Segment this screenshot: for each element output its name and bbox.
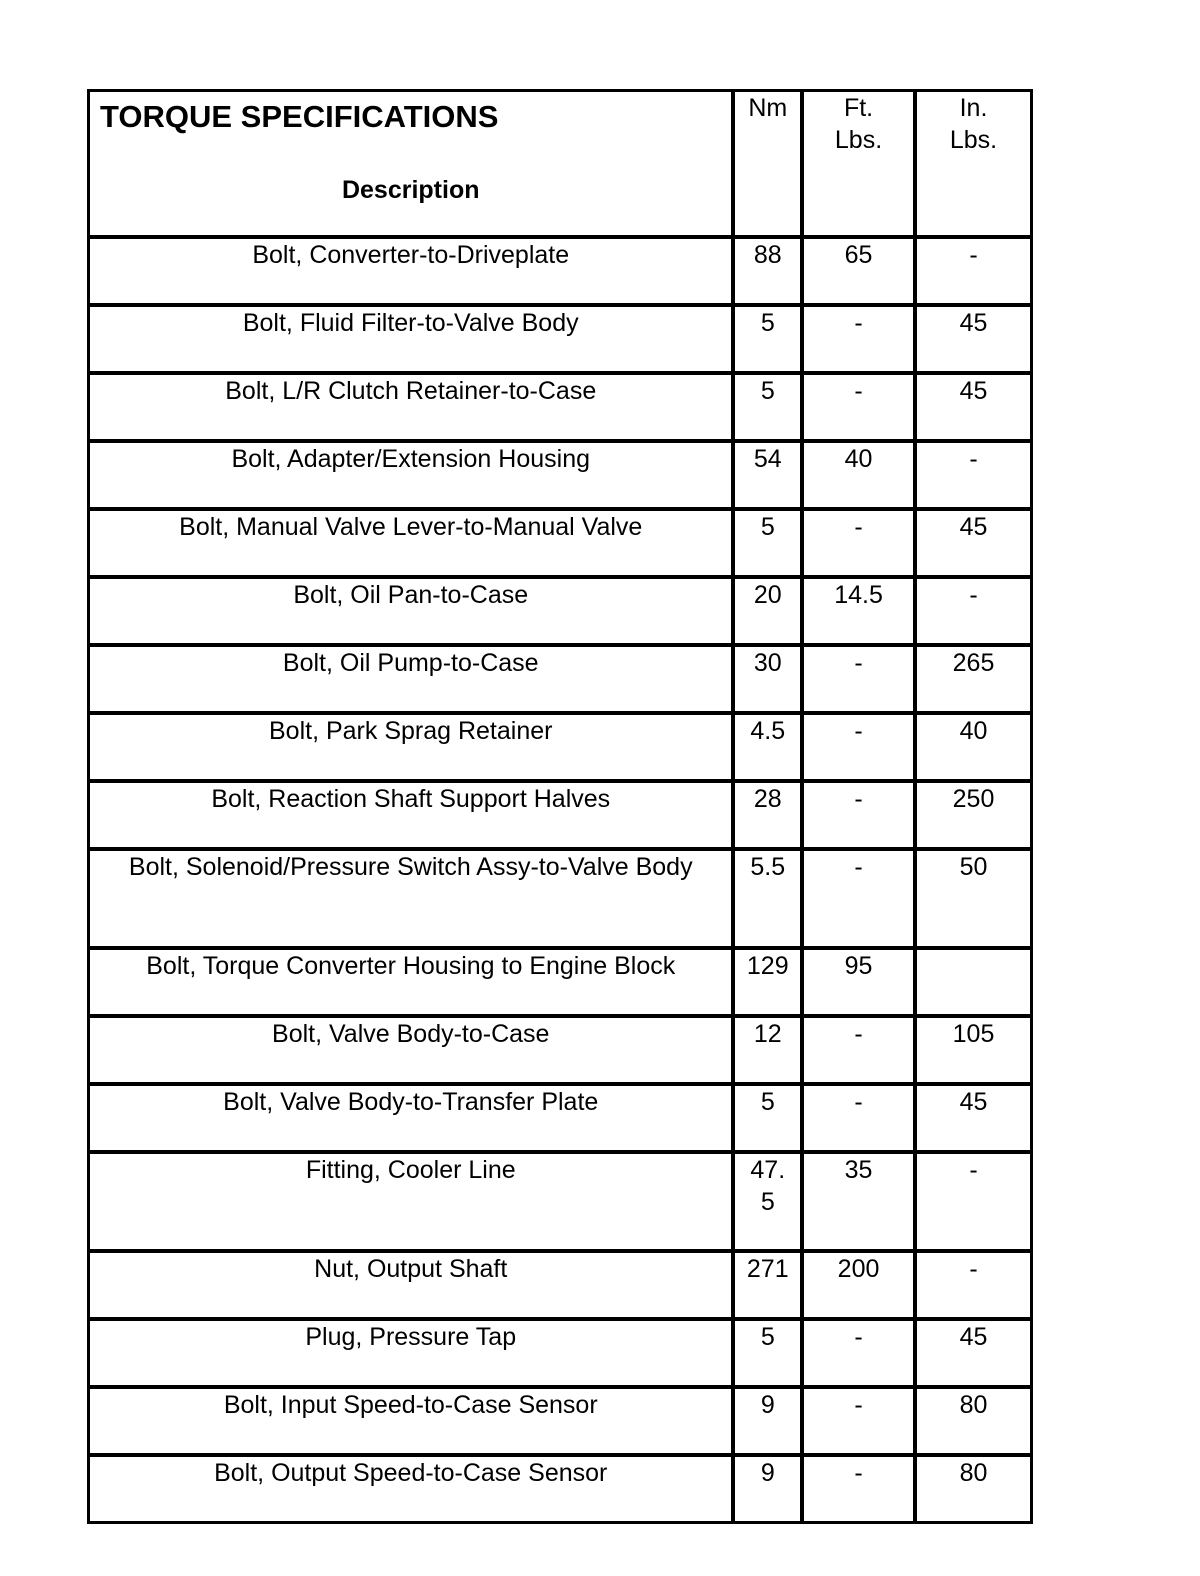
- in-label-line2: Lbs.: [949, 126, 998, 154]
- table-row: [90, 1154, 1030, 1253]
- in-lbs-cell: 80: [917, 1389, 1030, 1457]
- torque-spec-table: [87, 89, 1033, 1524]
- nm-cell: 9: [735, 1389, 804, 1457]
- nm-cell: 9: [735, 1457, 804, 1521]
- description-cell: Plug, Pressure Tap: [90, 1321, 735, 1389]
- nm-cell: 20: [735, 579, 804, 647]
- in-lbs-cell: 45: [917, 1321, 1030, 1389]
- table-body: [90, 239, 1030, 1521]
- in-lbs-cell: -: [917, 239, 1030, 307]
- ft-lbs-cell: 14.5: [804, 579, 917, 647]
- description-cell: Bolt, Fluid Filter-to-Valve Body: [90, 307, 735, 375]
- table-row: [90, 715, 1030, 783]
- table-row: [90, 443, 1030, 511]
- ft-label-line1: Ft.: [843, 94, 874, 122]
- in-lbs-cell: 45: [917, 1086, 1030, 1154]
- in-lbs-cell: 50: [917, 851, 1030, 950]
- ft-lbs-cell: -: [804, 647, 917, 715]
- in-lbs-column-header: [917, 92, 1030, 239]
- nm-cell: 5: [735, 307, 804, 375]
- in-lbs-cell: 40: [917, 715, 1030, 783]
- table-row: [90, 851, 1030, 950]
- in-lbs-cell: -: [917, 579, 1030, 647]
- description-cell: Bolt, Valve Body-to-Transfer Plate: [90, 1086, 735, 1154]
- ft-lbs-cell: 35: [804, 1154, 917, 1253]
- description-header-cell: [90, 92, 735, 239]
- nm-cell: 47. 5: [735, 1154, 804, 1253]
- in-lbs-cell: 105: [917, 1018, 1030, 1086]
- table-row: [90, 1253, 1030, 1321]
- in-lbs-cell: 45: [917, 375, 1030, 443]
- in-lbs-cell: -: [917, 1253, 1030, 1321]
- description-cell: Bolt, Oil Pump-to-Case: [90, 647, 735, 715]
- in-lbs-cell: -: [917, 443, 1030, 511]
- table-row: [90, 511, 1030, 579]
- in-lbs-cell: -: [917, 1154, 1030, 1253]
- in-label-line1: In.: [959, 94, 988, 122]
- ft-lbs-cell: -: [804, 783, 917, 851]
- table-row: [90, 579, 1030, 647]
- nm-cell: 30: [735, 647, 804, 715]
- ft-lbs-cell: -: [804, 1389, 917, 1457]
- description-cell: Bolt, Reaction Shaft Support Halves: [90, 783, 735, 851]
- table-row: [90, 1389, 1030, 1457]
- description-cell: Bolt, Input Speed-to-Case Sensor: [90, 1389, 735, 1457]
- in-lbs-cell: 250: [917, 783, 1030, 851]
- nm-column-header: [735, 92, 804, 239]
- description-cell: Bolt, L/R Clutch Retainer-to-Case: [90, 375, 735, 443]
- description-cell: Bolt, Park Sprag Retainer: [90, 715, 735, 783]
- table-row: [90, 1018, 1030, 1086]
- ft-lbs-cell: -: [804, 511, 917, 579]
- nm-cell: 4.5: [735, 715, 804, 783]
- in-lbs-cell: 265: [917, 647, 1030, 715]
- nm-cell: 28: [735, 783, 804, 851]
- table-row: [90, 1321, 1030, 1389]
- ft-lbs-cell: -: [804, 375, 917, 443]
- ft-lbs-cell: -: [804, 1018, 917, 1086]
- ft-lbs-cell: 95: [804, 950, 917, 1018]
- in-lbs-cell: 45: [917, 307, 1030, 375]
- ft-lbs-cell: 200: [804, 1253, 917, 1321]
- ft-lbs-cell: -: [804, 1321, 917, 1389]
- table-header-row: [90, 92, 1030, 239]
- table-row: [90, 307, 1030, 375]
- table-row: [90, 375, 1030, 443]
- nm-cell: 5: [735, 375, 804, 443]
- in-lbs-cell: [917, 950, 1030, 1018]
- ft-lbs-column-header: [804, 92, 917, 239]
- ft-lbs-cell: 40: [804, 443, 917, 511]
- nm-label: Nm: [748, 94, 788, 122]
- table-row: [90, 950, 1030, 1018]
- table-row: [90, 1086, 1030, 1154]
- in-lbs-cell: 45: [917, 511, 1030, 579]
- ft-lbs-cell: -: [804, 1086, 917, 1154]
- nm-cell: 5: [735, 511, 804, 579]
- table-row: [90, 239, 1030, 307]
- description-cell: Nut, Output Shaft: [90, 1253, 735, 1321]
- nm-cell: 129: [735, 950, 804, 1018]
- ft-lbs-cell: -: [804, 715, 917, 783]
- description-cell: Bolt, Output Speed-to-Case Sensor: [90, 1457, 735, 1521]
- table-row: [90, 647, 1030, 715]
- nm-cell: 271: [735, 1253, 804, 1321]
- description-cell: Fitting, Cooler Line: [90, 1154, 735, 1253]
- nm-cell: 54: [735, 443, 804, 511]
- table-row: [90, 1457, 1030, 1521]
- ft-lbs-cell: -: [804, 851, 917, 950]
- description-cell: Bolt, Manual Valve Lever-to-Manual Valve: [90, 511, 735, 579]
- description-column-header: Description: [341, 176, 480, 204]
- nm-cell: 5.5: [735, 851, 804, 950]
- description-cell: Bolt, Adapter/Extension Housing: [90, 443, 735, 511]
- nm-cell: 5: [735, 1321, 804, 1389]
- description-cell: Bolt, Torque Converter Housing to Engine Block: [90, 950, 735, 1018]
- nm-cell: 88: [735, 239, 804, 307]
- in-lbs-cell: 80: [917, 1457, 1030, 1521]
- nm-cell: 5: [735, 1086, 804, 1154]
- table-title: TORQUE SPECIFICATIONS: [100, 99, 499, 134]
- ft-label-line2: Lbs.: [834, 126, 883, 154]
- ft-lbs-cell: -: [804, 307, 917, 375]
- table-row: [90, 783, 1030, 851]
- description-cell: Bolt, Solenoid/Pressure Switch Assy-to-Valve Body: [90, 851, 735, 950]
- description-cell: Bolt, Converter-to-Driveplate: [90, 239, 735, 307]
- description-cell: Bolt, Valve Body-to-Case: [90, 1018, 735, 1086]
- description-cell: Bolt, Oil Pan-to-Case: [90, 579, 735, 647]
- ft-lbs-cell: 65: [804, 239, 917, 307]
- ft-lbs-cell: -: [804, 1457, 917, 1521]
- nm-cell: 12: [735, 1018, 804, 1086]
